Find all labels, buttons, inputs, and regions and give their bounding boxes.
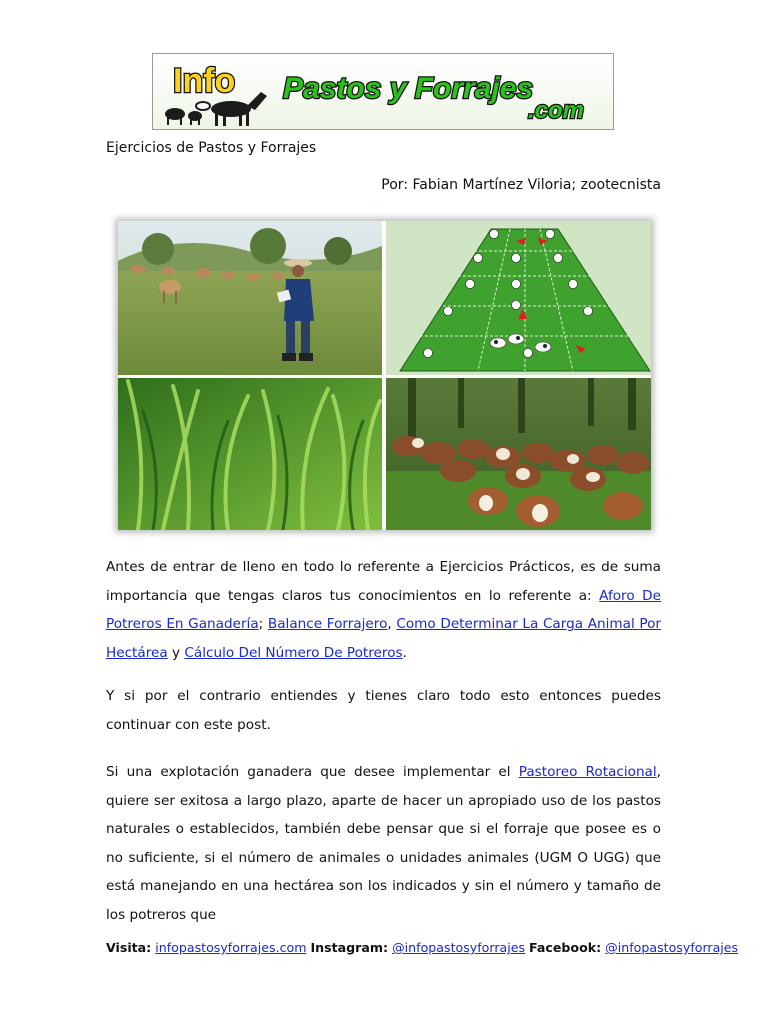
intro-paragraph bbox=[106, 553, 661, 667]
farmer-in-pasture-image bbox=[118, 221, 382, 375]
body-paragraph bbox=[106, 758, 661, 930]
logo-domain-text: .com bbox=[528, 97, 585, 124]
site-logo bbox=[152, 53, 614, 130]
footer-social-links bbox=[106, 940, 739, 955]
paragraph-text: Si una explotación ganadera que desee implementar el bbox=[106, 764, 519, 780]
author-byline: Por: Fabian Martínez Viloria; zootecnista bbox=[381, 177, 661, 193]
rotational-grazing-diagram bbox=[386, 221, 651, 375]
facebook-link[interactable]: @infopastosyforrajes bbox=[605, 940, 739, 955]
pasture-photo-collage bbox=[118, 221, 651, 530]
cattle-herd-image bbox=[386, 378, 651, 530]
link-aforo-de-potreros[interactable]: Aforo De Potreros En Ganadería bbox=[106, 587, 661, 633]
logo-main-text: Pastos y Forrajes bbox=[283, 72, 534, 105]
visita-label: Visita: bbox=[106, 940, 152, 955]
paragraph-text: ; bbox=[258, 616, 268, 633]
paragraph-text: , quiere ser exitosa a largo plazo, aparte de hacer un apropiado uso de los pastos naturales o establecidos, también debe pensar que si el forraje que posee es o no suficiente, si el número de animales o unidades animales (UGM O UGG) que está manejando en una hectárea son los indicados y sin el número y tamaño de los potreros que bbox=[106, 764, 661, 923]
grass-closeup-image bbox=[118, 378, 382, 530]
website-link[interactable]: infopastosyforrajes.com bbox=[155, 940, 307, 955]
instagram-link[interactable]: @infopastosyforrajes bbox=[392, 940, 526, 955]
instagram-label: Instagram: bbox=[310, 940, 389, 955]
logo-info-text: Info bbox=[173, 62, 236, 100]
link-calculo-numero-potreros[interactable]: Cálculo Del Número De Potreros bbox=[184, 644, 403, 661]
paragraph-text: . bbox=[402, 644, 407, 661]
continue-paragraph: Y si por el contrario entiendes y tienes claro todo esto entonces puedes continuar con este post. bbox=[106, 688, 661, 733]
document-title: Ejercicios de Pastos y Forrajes bbox=[106, 140, 317, 156]
paragraph-text: y bbox=[167, 644, 185, 661]
facebook-label: Facebook: bbox=[529, 940, 602, 955]
link-carga-animal[interactable]: Como Determinar La Carga Animal Por Hectárea bbox=[106, 616, 661, 661]
link-balance-forrajero[interactable]: Balance Forrajero bbox=[267, 616, 388, 633]
link-pastoreo-rotacional[interactable]: Pastoreo Rotacional bbox=[518, 764, 657, 780]
paragraph-text: , bbox=[387, 616, 397, 633]
paragraph-text: Antes de entrar de lleno en todo lo referente a Ejercicios Prácticos, es de suma importancia que tengas claros tus conocimientos en lo referente a: bbox=[106, 559, 661, 604]
